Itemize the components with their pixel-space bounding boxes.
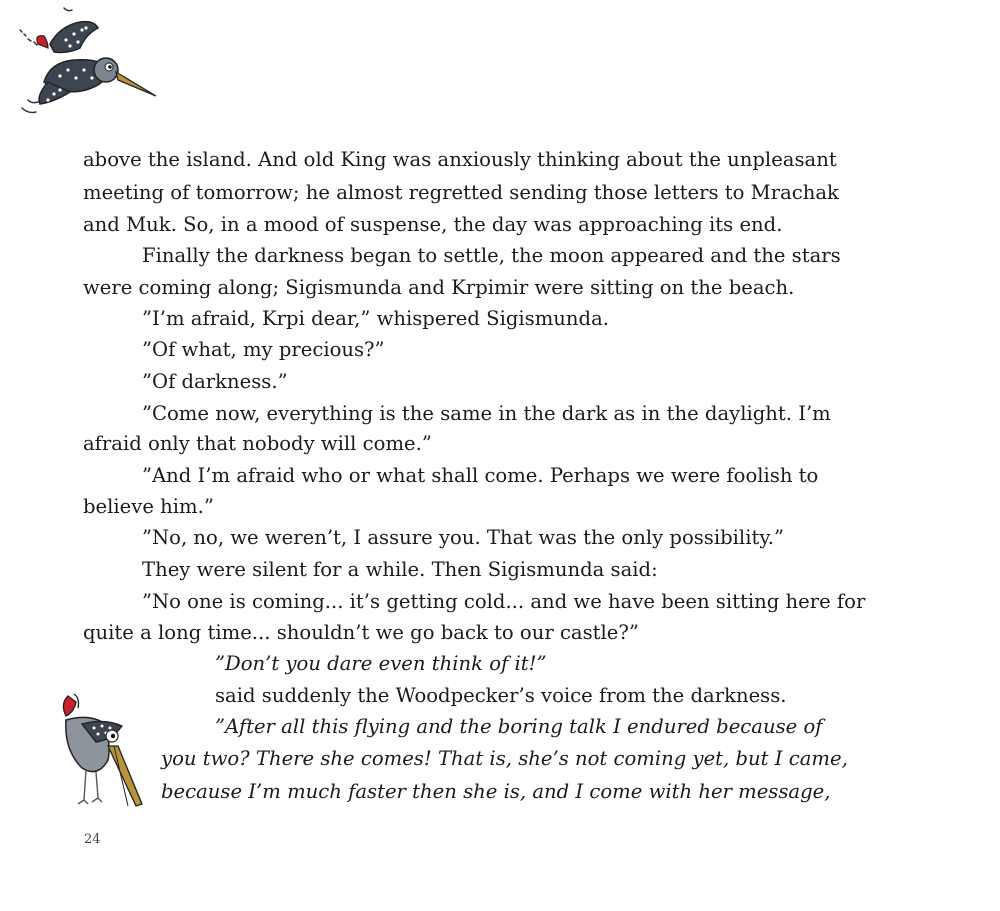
text-line-6: ”I’m afraid, Krpi dear,” whispered Sigismunda.	[142, 307, 609, 330]
text-line-13: ”No, no, we weren’t, I assure you. That was the only possibility.”	[142, 526, 785, 549]
text-line-8: ”Of darkness.”	[142, 370, 288, 393]
flying-woodpecker-illustration	[14, 4, 159, 124]
text-line-16: quite a long time... shouldn’t we go back to our castle?”	[83, 621, 639, 644]
text-line-9: ”Come now, everything is the same in the dark as in the daylight. I’m	[142, 402, 831, 425]
text-line-17: ”Don’t you dare even think of it!”	[215, 652, 547, 675]
text-line-5: were coming along; Sigismunda and Krpimir were sitting on the beach.	[83, 276, 795, 299]
text-line-14: They were silent for a while. Then Sigismunda said:	[142, 558, 658, 581]
text-line-20: you two? There she comes! That is, she’s not coming yet, but I came,	[161, 747, 848, 770]
text-line-7: ”Of what, my precious?”	[142, 338, 385, 361]
text-line-10: afraid only that nobody will come.”	[83, 432, 432, 455]
text-line-3: and Muk. So, in a mood of suspense, the day was approaching its end.	[83, 213, 783, 236]
text-line-21: because I’m much faster then she is, and I come with her message,	[161, 780, 831, 803]
standing-woodpecker-illustration	[52, 690, 148, 810]
text-line-2: meeting of tomorrow; he almost regretted sending those letters to Mrachak	[83, 181, 839, 204]
text-line-4: Finally the darkness began to settle, the moon appeared and the stars	[142, 244, 841, 267]
text-line-12: believe him.”	[83, 495, 214, 518]
text-line-15: ”No one is coming... it’s getting cold... and we have been sitting here for	[142, 590, 866, 613]
page-number: 24	[84, 832, 101, 847]
text-line-18: said suddenly the Woodpecker’s voice from the darkness.	[215, 684, 787, 707]
text-line-19: ”After all this flying and the boring talk I endured because of	[215, 715, 823, 738]
text-line-1: above the island. And old King was anxiously thinking about the unpleasant	[83, 148, 837, 171]
text-line-11: ”And I’m afraid who or what shall come. Perhaps we were foolish to	[142, 464, 819, 487]
